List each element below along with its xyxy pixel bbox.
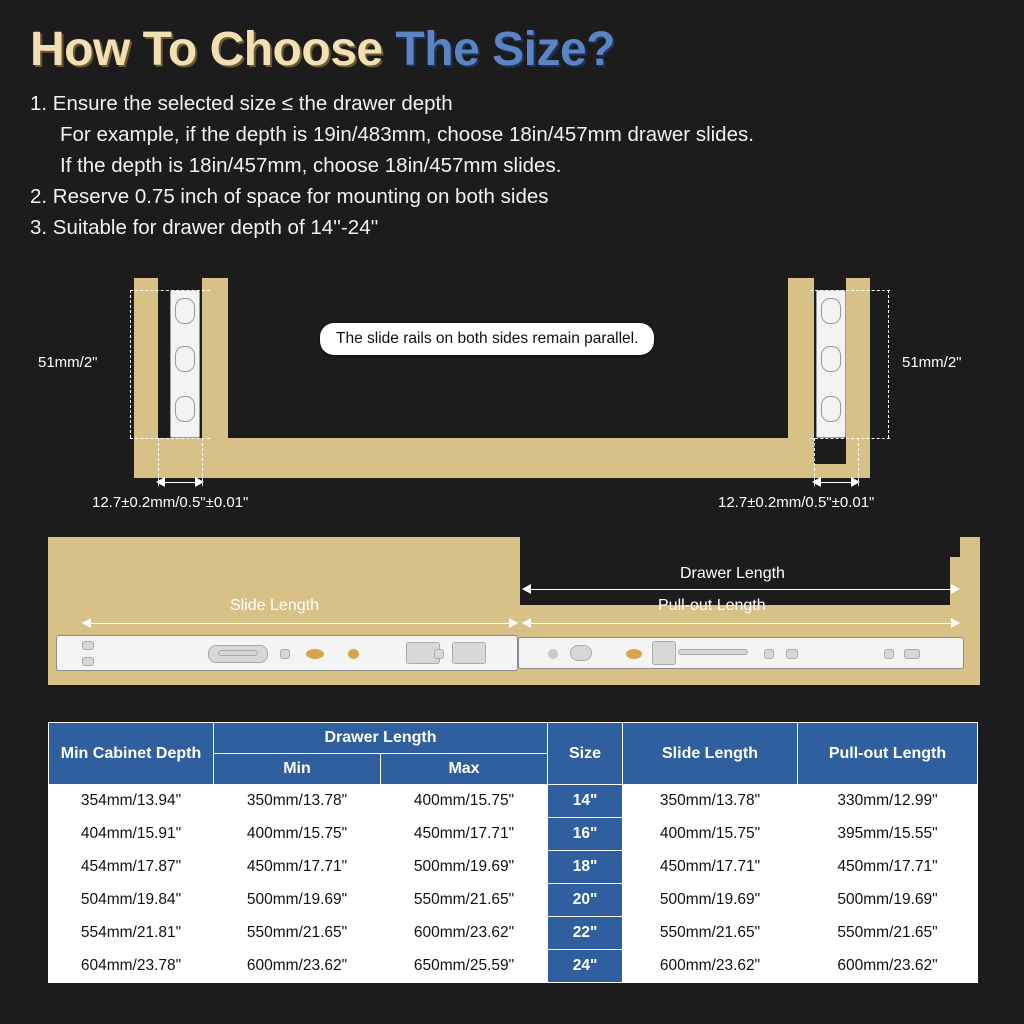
left-width-arrow-left [156,477,165,487]
slide-lever [652,641,676,665]
pullout-length-dimension-line [524,623,958,624]
header-min-cabinet-depth: Min Cabinet Depth [49,723,214,785]
pullout-length-arrow-right [951,618,960,628]
cell-pullout-length: 500mm/19.69" [798,884,978,917]
cell-slide-length: 400mm/15.75" [623,818,798,851]
cell-drawer-max: 450mm/17.71" [381,818,548,851]
slide-mount-hole-2 [82,657,94,666]
right-width-arrow-left [812,477,821,487]
slide-mount-hole-1 [82,641,94,650]
slide-hole-1 [548,649,558,659]
cell-slide-length: 350mm/13.78" [623,785,798,818]
drawer-length-dimension-line [524,589,958,590]
table-row [49,917,978,950]
diagram2-cutout-top-right [520,537,960,557]
slide-length-arrow-left [82,618,91,628]
slide-tab-3 [764,649,774,659]
cell-min-cabinet-depth: 454mm/17.87" [49,851,214,884]
cell-min-cabinet-depth: 354mm/13.94" [49,785,214,818]
left-slide-bearing-bottom [175,396,195,422]
cell-drawer-min: 600mm/23.62" [214,950,381,983]
cell-drawer-max: 500mm/19.69" [381,851,548,884]
instructions-list [30,88,990,243]
cell-drawer-min: 550mm/21.65" [214,917,381,950]
left-height-dash-top [130,290,210,291]
drawer-length-arrow-right [951,584,960,594]
left-slide-bearing-top [175,298,195,324]
cell-drawer-max: 650mm/25.59" [381,950,548,983]
header-drawer-length: Drawer Length [214,723,548,754]
header-pullout-length: Pull-out Length [798,723,978,785]
slide-tab-1 [280,649,290,659]
slide-oval-hole [570,645,592,661]
cell-drawer-min: 350mm/13.78" [214,785,381,818]
slide-length-label: Slide Length [230,597,319,614]
slide-tab-5 [884,649,894,659]
table-header [49,723,978,785]
cell-min-cabinet-depth: 404mm/15.91" [49,818,214,851]
table-row [49,818,978,851]
header-drawer-min: Min [214,754,381,785]
cell-size: 22" [548,917,623,950]
left-slide-bearing-mid [175,346,195,372]
cell-drawer-max: 400mm/15.75" [381,785,548,818]
left-height-dash-bottom [130,438,210,439]
slide-roller-1 [306,649,324,659]
right-slide-bearing-top [821,298,841,324]
parallel-rails-callout: The slide rails on both sides remain parallel. [320,323,654,355]
cell-pullout-length: 550mm/21.65" [798,917,978,950]
cell-drawer-min: 500mm/19.69" [214,884,381,917]
drawer-length-label: Drawer Length [680,565,785,582]
cell-drawer-max: 600mm/23.62" [381,917,548,950]
table-row [49,785,978,818]
cell-slide-length: 450mm/17.71" [623,851,798,884]
header-drawer-max: Max [381,754,548,785]
slide-detent-slot [218,650,258,656]
table-row [49,851,978,884]
right-height-dash-top [810,290,890,291]
cell-pullout-length: 450mm/17.71" [798,851,978,884]
slide-release-latch [678,649,748,655]
cross-section-diagram [30,268,994,518]
cell-min-cabinet-depth: 604mm/23.78" [49,950,214,983]
right-slide-bearing-mid [821,346,841,372]
cell-size: 20" [548,884,623,917]
cell-size: 16" [548,818,623,851]
slide-length-arrow-right [509,618,518,628]
cell-slide-length: 600mm/23.62" [623,950,798,983]
pullout-length-arrow-left [522,618,531,628]
cell-min-cabinet-depth: 504mm/19.84" [49,884,214,917]
drawer-bottom-panel [134,438,814,464]
right-height-dimension-line [888,290,889,438]
cell-pullout-length: 600mm/23.62" [798,950,978,983]
left-height-dimension-line [130,290,131,438]
cell-drawer-min: 400mm/15.75" [214,818,381,851]
page-title [30,22,615,77]
right-height-label: 51mm/2" [902,354,962,371]
pullout-length-label: Pull-out Length [658,597,766,614]
table-body [49,785,978,983]
instruction-item-1-example-b: If the depth is 18in/457mm, choose 18in/457mm slides. [60,154,562,177]
diagram2-cutout-bottom [48,685,980,697]
table-row [49,950,978,983]
slide-roller-3 [626,649,642,659]
cell-size: 18" [548,851,623,884]
cell-size: 24" [548,950,623,983]
cell-drawer-min: 450mm/17.71" [214,851,381,884]
drawer-left-inner-wall [202,278,228,438]
cell-slide-length: 500mm/19.69" [623,884,798,917]
slide-bracket-2 [452,642,486,664]
page-title-part1: How To Choose [30,23,396,76]
slide-roller-2 [348,649,359,659]
header-size: Size [548,723,623,785]
drawer-length-arrow-left [522,584,531,594]
right-slide-bearing-bottom [821,396,841,422]
slide-tab-2 [434,649,444,659]
cell-size: 14" [548,785,623,818]
cell-drawer-max: 550mm/21.65" [381,884,548,917]
instruction-item-3: 3. Suitable for drawer depth of 14''-24'' [30,216,379,239]
drawer-bottom-rail [134,464,870,478]
cell-pullout-length: 330mm/12.99" [798,785,978,818]
size-chart-table [48,722,978,983]
cell-pullout-length: 395mm/15.55" [798,818,978,851]
extended-slide-diagram [48,537,980,697]
drawer-right-inner-wall [788,278,814,438]
left-width-label: 12.7±0.2mm/0.5"±0.01" [92,494,249,511]
cell-slide-length: 550mm/21.65" [623,917,798,950]
slide-length-dimension-line [84,623,516,624]
right-height-dash-bottom [810,438,890,439]
instruction-item-1-example-a: For example, if the depth is 19in/483mm, choose 18in/457mm drawer slides. [60,123,754,146]
instruction-item-1: 1. Ensure the selected size ≤ the drawer depth [30,92,453,115]
table-row [49,884,978,917]
left-width-arrow-right [195,477,204,487]
slide-tab-6 [904,649,920,659]
right-width-arrow-right [851,477,860,487]
slide-tab-4 [786,649,798,659]
instruction-item-2: 2. Reserve 0.75 inch of space for mounting on both sides [30,185,549,208]
cell-min-cabinet-depth: 554mm/21.81" [49,917,214,950]
right-width-label: 12.7±0.2mm/0.5"±0.01" [718,494,875,511]
page-title-part2: The Size? [395,23,615,76]
header-slide-length: Slide Length [623,723,798,785]
left-height-label: 51mm/2" [38,354,98,371]
table-header-row-1 [49,723,978,754]
